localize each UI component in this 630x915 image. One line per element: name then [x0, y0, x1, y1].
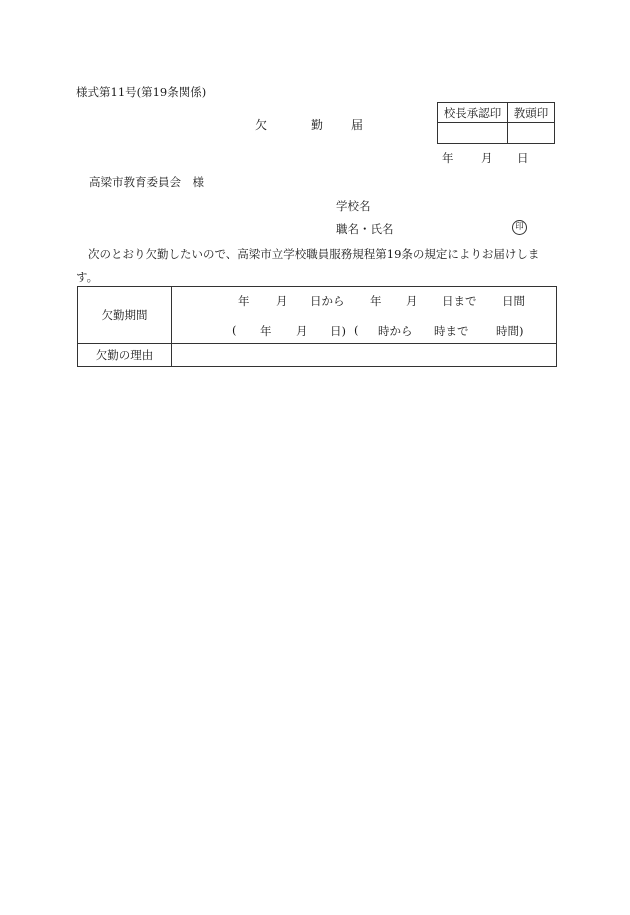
period-end-month: 月 [406, 294, 418, 308]
title-char-1: 欠 [255, 118, 268, 132]
hours-day: 日) [330, 324, 346, 338]
head-teacher-seal-box[interactable] [508, 123, 555, 144]
date-year-label: 年 [442, 151, 454, 165]
hours-to: 時まで [434, 324, 469, 338]
leave-period-label: 欠勤期間 [78, 287, 172, 344]
hours-open-paren-2: ( [354, 323, 359, 337]
leave-reason-cell[interactable] [172, 344, 557, 367]
school-name-label: 学校名 [336, 199, 371, 213]
principal-approval-box[interactable] [438, 123, 508, 144]
body-text: 次のとおり欠勤したいので、高梁市立学校職員服務規程第19条の規定によりお届けします。 [76, 247, 540, 284]
title-char-2: 勤 [311, 118, 324, 132]
seal-icon: 印 [512, 220, 527, 235]
addressee: 高梁市教育委員会 様 [89, 175, 204, 189]
position-name-label: 職名・氏名 [336, 222, 394, 236]
period-start-year: 年 [238, 294, 250, 308]
period-end-day: 日まで [442, 294, 477, 308]
hours-from: 時から [378, 324, 413, 338]
period-start-month: 月 [276, 294, 288, 308]
period-end-year: 年 [370, 294, 382, 308]
hours-month: 月 [296, 324, 308, 338]
hours-open-paren: ( [232, 323, 237, 337]
hours-total: 時間) [496, 324, 524, 338]
date-day-label: 日 [517, 151, 529, 165]
leave-table [77, 286, 557, 367]
hours-year: 年 [260, 324, 272, 338]
form-number: 様式第11号(第19条関係) [76, 85, 207, 99]
head-teacher-seal-header: 教頭印 [508, 103, 555, 123]
leave-reason-label: 欠勤の理由 [78, 344, 172, 367]
principal-approval-header: 校長承認印 [438, 103, 508, 123]
approval-stamp-table [437, 102, 555, 144]
period-start-day: 日から [310, 294, 345, 308]
title-char-3: 届 [351, 118, 364, 132]
document-title [255, 116, 363, 133]
date-line [442, 150, 529, 166]
date-month-label: 月 [481, 151, 493, 165]
leave-period-cell[interactable] [172, 287, 557, 344]
period-days: 日間 [502, 294, 525, 308]
